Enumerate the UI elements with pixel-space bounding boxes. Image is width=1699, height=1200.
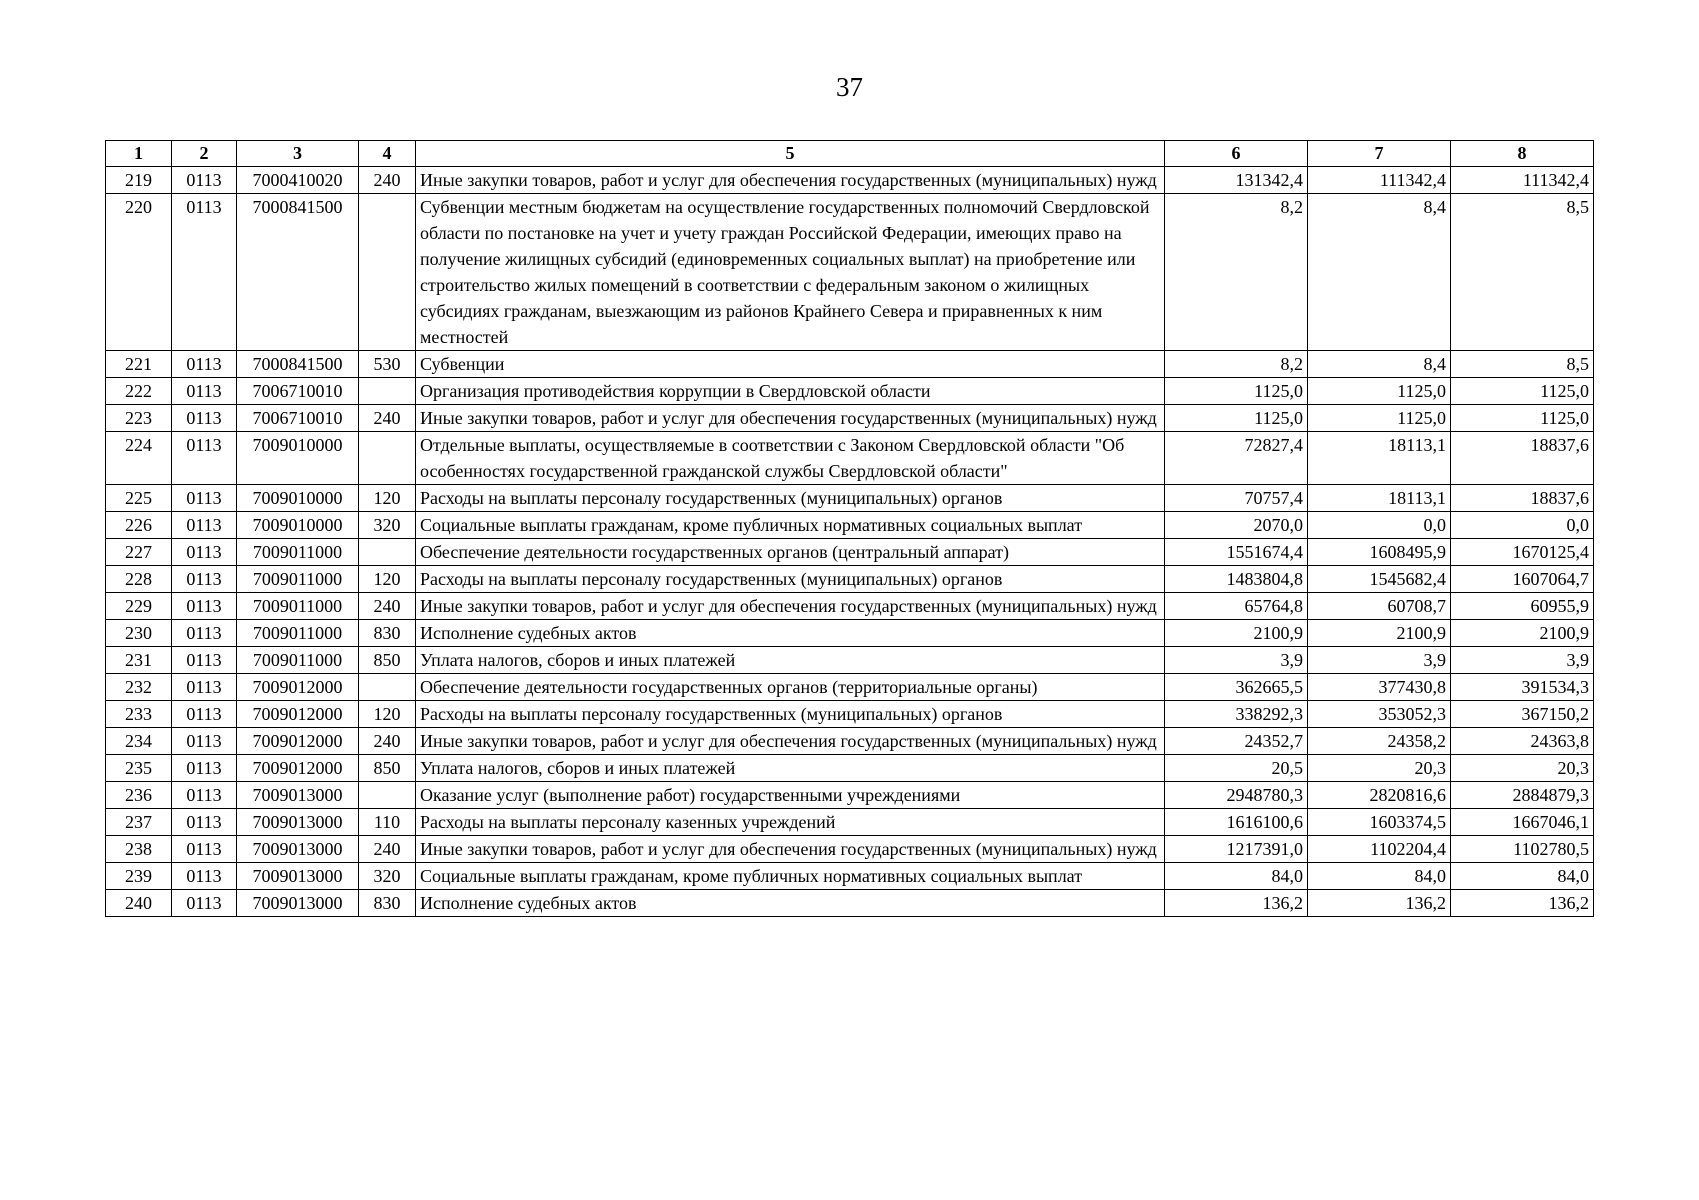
row-number: 233 — [106, 701, 172, 728]
header-cell: 3 — [237, 141, 359, 167]
target-article-code: 7009010000 — [237, 432, 359, 485]
amount-col-7: 8,4 — [1308, 194, 1451, 351]
amount-col-7: 3,9 — [1308, 647, 1451, 674]
row-number: 221 — [106, 351, 172, 378]
amount-col-6: 8,2 — [1165, 351, 1308, 378]
expense-type-code: 850 — [359, 755, 416, 782]
row-number: 234 — [106, 728, 172, 755]
amount-col-7: 18113,1 — [1308, 432, 1451, 485]
target-article-code: 7006710010 — [237, 378, 359, 405]
table-row — [106, 512, 1594, 539]
table-body — [106, 167, 1594, 917]
amount-col-8: 20,3 — [1451, 755, 1594, 782]
header-cell: 7 — [1308, 141, 1451, 167]
amount-col-7: 1545682,4 — [1308, 566, 1451, 593]
item-name: Отдельные выплаты, осуществляемые в соответствии с Законом Свердловской области "Об особенностях государственной гражданской службы Свердловской области" — [416, 432, 1165, 485]
amount-col-6: 3,9 — [1165, 647, 1308, 674]
table-row — [106, 647, 1594, 674]
section-code: 0113 — [172, 782, 237, 809]
amount-col-8: 367150,2 — [1451, 701, 1594, 728]
table-row — [106, 378, 1594, 405]
expense-type-code: 110 — [359, 809, 416, 836]
item-name: Исполнение судебных актов — [416, 620, 1165, 647]
item-name: Иные закупки товаров, работ и услуг для обеспечения государственных (муниципальных) нужд — [416, 167, 1165, 194]
target-article-code: 7009013000 — [237, 809, 359, 836]
item-name: Иные закупки товаров, работ и услуг для обеспечения государственных (муниципальных) нужд — [416, 405, 1165, 432]
section-code: 0113 — [172, 167, 237, 194]
target-article-code: 7009011000 — [237, 593, 359, 620]
section-code: 0113 — [172, 863, 237, 890]
row-number: 238 — [106, 836, 172, 863]
expense-type-code: 850 — [359, 647, 416, 674]
amount-col-7: 1125,0 — [1308, 405, 1451, 432]
row-number: 220 — [106, 194, 172, 351]
target-article-code: 7009011000 — [237, 566, 359, 593]
target-article-code: 7009013000 — [237, 863, 359, 890]
amount-col-7: 24358,2 — [1308, 728, 1451, 755]
section-code: 0113 — [172, 539, 237, 566]
amount-col-8: 136,2 — [1451, 890, 1594, 917]
expense-type-code: 320 — [359, 512, 416, 539]
expense-type-code: 240 — [359, 405, 416, 432]
item-name: Социальные выплаты гражданам, кроме публичных нормативных социальных выплат — [416, 512, 1165, 539]
item-name: Уплата налогов, сборов и иных платежей — [416, 647, 1165, 674]
amount-col-6: 1125,0 — [1165, 378, 1308, 405]
amount-col-7: 60708,7 — [1308, 593, 1451, 620]
row-number: 239 — [106, 863, 172, 890]
amount-col-8: 1667046,1 — [1451, 809, 1594, 836]
item-name: Расходы на выплаты персоналу государственных (муниципальных) органов — [416, 485, 1165, 512]
table-row — [106, 167, 1594, 194]
expense-type-code: 320 — [359, 863, 416, 890]
amount-col-6: 2070,0 — [1165, 512, 1308, 539]
target-article-code: 7009012000 — [237, 755, 359, 782]
amount-col-7: 1603374,5 — [1308, 809, 1451, 836]
amount-col-8: 84,0 — [1451, 863, 1594, 890]
target-article-code: 7000410020 — [237, 167, 359, 194]
amount-col-8: 1670125,4 — [1451, 539, 1594, 566]
amount-col-8: 3,9 — [1451, 647, 1594, 674]
table-row — [106, 809, 1594, 836]
amount-col-8: 18837,6 — [1451, 432, 1594, 485]
amount-col-7: 84,0 — [1308, 863, 1451, 890]
section-code: 0113 — [172, 351, 237, 378]
row-number: 219 — [106, 167, 172, 194]
amount-col-8: 111342,4 — [1451, 167, 1594, 194]
amount-col-8: 2884879,3 — [1451, 782, 1594, 809]
header-cell: 6 — [1165, 141, 1308, 167]
amount-col-8: 2100,9 — [1451, 620, 1594, 647]
item-name: Обеспечение деятельности государственных органов (центральный аппарат) — [416, 539, 1165, 566]
item-name: Расходы на выплаты персоналу государственных (муниципальных) органов — [416, 566, 1165, 593]
row-number: 229 — [106, 593, 172, 620]
row-number: 223 — [106, 405, 172, 432]
header-row — [106, 141, 1594, 167]
amount-col-6: 1125,0 — [1165, 405, 1308, 432]
section-code: 0113 — [172, 620, 237, 647]
section-code: 0113 — [172, 836, 237, 863]
item-name: Иные закупки товаров, работ и услуг для обеспечения государственных (муниципальных) нужд — [416, 836, 1165, 863]
amount-col-7: 0,0 — [1308, 512, 1451, 539]
amount-col-8: 18837,6 — [1451, 485, 1594, 512]
target-article-code: 7009012000 — [237, 728, 359, 755]
item-name: Иные закупки товаров, работ и услуг для обеспечения государственных (муниципальных) нужд — [416, 593, 1165, 620]
amount-col-7: 353052,3 — [1308, 701, 1451, 728]
section-code: 0113 — [172, 432, 237, 485]
expense-type-code — [359, 194, 416, 351]
expense-type-code: 240 — [359, 728, 416, 755]
table-row — [106, 351, 1594, 378]
table-row — [106, 405, 1594, 432]
row-number: 230 — [106, 620, 172, 647]
amount-col-6: 20,5 — [1165, 755, 1308, 782]
amount-col-7: 2820816,6 — [1308, 782, 1451, 809]
table-row — [106, 782, 1594, 809]
table-row — [106, 836, 1594, 863]
amount-col-6: 24352,7 — [1165, 728, 1308, 755]
expense-type-code: 240 — [359, 167, 416, 194]
amount-col-6: 131342,4 — [1165, 167, 1308, 194]
table-row — [106, 566, 1594, 593]
amount-col-7: 111342,4 — [1308, 167, 1451, 194]
expense-type-code: 120 — [359, 566, 416, 593]
amount-col-7: 377430,8 — [1308, 674, 1451, 701]
amount-col-8: 1125,0 — [1451, 405, 1594, 432]
item-name: Организация противодействия коррупции в Свердловской области — [416, 378, 1165, 405]
target-article-code: 7009013000 — [237, 836, 359, 863]
amount-col-7: 1125,0 — [1308, 378, 1451, 405]
table-row — [106, 728, 1594, 755]
table-row — [106, 194, 1594, 351]
expense-type-code — [359, 432, 416, 485]
table-row — [106, 620, 1594, 647]
amount-col-6: 72827,4 — [1165, 432, 1308, 485]
amount-col-7: 1102204,4 — [1308, 836, 1451, 863]
expense-type-code: 830 — [359, 890, 416, 917]
section-code: 0113 — [172, 512, 237, 539]
row-number: 231 — [106, 647, 172, 674]
amount-col-6: 2948780,3 — [1165, 782, 1308, 809]
row-number: 226 — [106, 512, 172, 539]
target-article-code: 7006710010 — [237, 405, 359, 432]
section-code: 0113 — [172, 674, 237, 701]
header-cell: 1 — [106, 141, 172, 167]
item-name: Социальные выплаты гражданам, кроме публичных нормативных социальных выплат — [416, 863, 1165, 890]
amount-col-8: 1125,0 — [1451, 378, 1594, 405]
amount-col-6: 8,2 — [1165, 194, 1308, 351]
section-code: 0113 — [172, 755, 237, 782]
target-article-code: 7009013000 — [237, 782, 359, 809]
target-article-code: 7009011000 — [237, 539, 359, 566]
amount-col-6: 136,2 — [1165, 890, 1308, 917]
item-name: Иные закупки товаров, работ и услуг для обеспечения государственных (муниципальных) нужд — [416, 728, 1165, 755]
target-article-code: 7000841500 — [237, 351, 359, 378]
row-number: 232 — [106, 674, 172, 701]
item-name: Субвенции местным бюджетам на осуществление государственных полномочий Свердловской области по постановке на учет и учету граждан Российской Федерации, имеющих право на получение жилищных субсидий (единовременных социальных выплат) на приобретение или строительство жилых помещений в соответствии с федеральным законом о жилищных субсидиях гражданам, выезжающим из районов Крайнего Севера и приравненных к ним местностей — [416, 194, 1165, 351]
item-name: Уплата налогов, сборов и иных платежей — [416, 755, 1165, 782]
row-number: 224 — [106, 432, 172, 485]
amount-col-8: 8,5 — [1451, 351, 1594, 378]
item-name: Расходы на выплаты персоналу казенных учреждений — [416, 809, 1165, 836]
table-row — [106, 593, 1594, 620]
header-cell: 4 — [359, 141, 416, 167]
expense-type-code — [359, 674, 416, 701]
row-number: 225 — [106, 485, 172, 512]
section-code: 0113 — [172, 593, 237, 620]
table-row — [106, 863, 1594, 890]
table-row — [106, 432, 1594, 485]
section-code: 0113 — [172, 485, 237, 512]
amount-col-6: 84,0 — [1165, 863, 1308, 890]
section-code: 0113 — [172, 566, 237, 593]
amount-col-8: 391534,3 — [1451, 674, 1594, 701]
expense-type-code: 120 — [359, 701, 416, 728]
table-row — [106, 890, 1594, 917]
amount-col-6: 1483804,8 — [1165, 566, 1308, 593]
header-cell: 5 — [416, 141, 1165, 167]
expense-type-code: 240 — [359, 593, 416, 620]
page-number: 37 — [836, 72, 863, 102]
section-code: 0113 — [172, 647, 237, 674]
amount-col-6: 2100,9 — [1165, 620, 1308, 647]
target-article-code: 7009011000 — [237, 647, 359, 674]
amount-col-7: 2100,9 — [1308, 620, 1451, 647]
table-row — [106, 485, 1594, 512]
row-number: 240 — [106, 890, 172, 917]
table-row — [106, 755, 1594, 782]
section-code: 0113 — [172, 378, 237, 405]
table-row — [106, 674, 1594, 701]
section-code: 0113 — [172, 405, 237, 432]
item-name: Обеспечение деятельности государственных органов (территориальные органы) — [416, 674, 1165, 701]
item-name: Исполнение судебных актов — [416, 890, 1165, 917]
amount-col-8: 0,0 — [1451, 512, 1594, 539]
target-article-code: 7000841500 — [237, 194, 359, 351]
header-cell: 8 — [1451, 141, 1594, 167]
amount-col-6: 70757,4 — [1165, 485, 1308, 512]
amount-col-8: 8,5 — [1451, 194, 1594, 351]
row-number: 236 — [106, 782, 172, 809]
item-name: Оказание услуг (выполнение работ) государственными учреждениями — [416, 782, 1165, 809]
amount-col-7: 18113,1 — [1308, 485, 1451, 512]
item-name: Субвенции — [416, 351, 1165, 378]
amount-col-6: 65764,8 — [1165, 593, 1308, 620]
expense-type-code — [359, 378, 416, 405]
section-code: 0113 — [172, 890, 237, 917]
amount-col-8: 60955,9 — [1451, 593, 1594, 620]
budget-table — [105, 140, 1594, 917]
row-number: 237 — [106, 809, 172, 836]
row-number: 227 — [106, 539, 172, 566]
expense-type-code: 240 — [359, 836, 416, 863]
amount-col-7: 20,3 — [1308, 755, 1451, 782]
expense-type-code: 830 — [359, 620, 416, 647]
amount-col-6: 338292,3 — [1165, 701, 1308, 728]
amount-col-7: 136,2 — [1308, 890, 1451, 917]
expense-type-code — [359, 782, 416, 809]
table-row — [106, 701, 1594, 728]
target-article-code: 7009010000 — [237, 485, 359, 512]
expense-type-code: 120 — [359, 485, 416, 512]
amount-col-8: 1102780,5 — [1451, 836, 1594, 863]
amount-col-7: 1608495,9 — [1308, 539, 1451, 566]
section-code: 0113 — [172, 701, 237, 728]
section-code: 0113 — [172, 728, 237, 755]
row-number: 222 — [106, 378, 172, 405]
table-row — [106, 539, 1594, 566]
section-code: 0113 — [172, 809, 237, 836]
target-article-code: 7009013000 — [237, 890, 359, 917]
target-article-code: 7009011000 — [237, 620, 359, 647]
expense-type-code — [359, 539, 416, 566]
expense-type-code: 530 — [359, 351, 416, 378]
row-number: 235 — [106, 755, 172, 782]
amount-col-7: 8,4 — [1308, 351, 1451, 378]
amount-col-6: 1616100,6 — [1165, 809, 1308, 836]
target-article-code: 7009012000 — [237, 701, 359, 728]
amount-col-8: 1607064,7 — [1451, 566, 1594, 593]
target-article-code: 7009010000 — [237, 512, 359, 539]
amount-col-6: 1551674,4 — [1165, 539, 1308, 566]
amount-col-6: 1217391,0 — [1165, 836, 1308, 863]
row-number: 228 — [106, 566, 172, 593]
target-article-code: 7009012000 — [237, 674, 359, 701]
item-name: Расходы на выплаты персоналу государственных (муниципальных) органов — [416, 701, 1165, 728]
section-code: 0113 — [172, 194, 237, 351]
amount-col-8: 24363,8 — [1451, 728, 1594, 755]
amount-col-6: 362665,5 — [1165, 674, 1308, 701]
header-cell: 2 — [172, 141, 237, 167]
